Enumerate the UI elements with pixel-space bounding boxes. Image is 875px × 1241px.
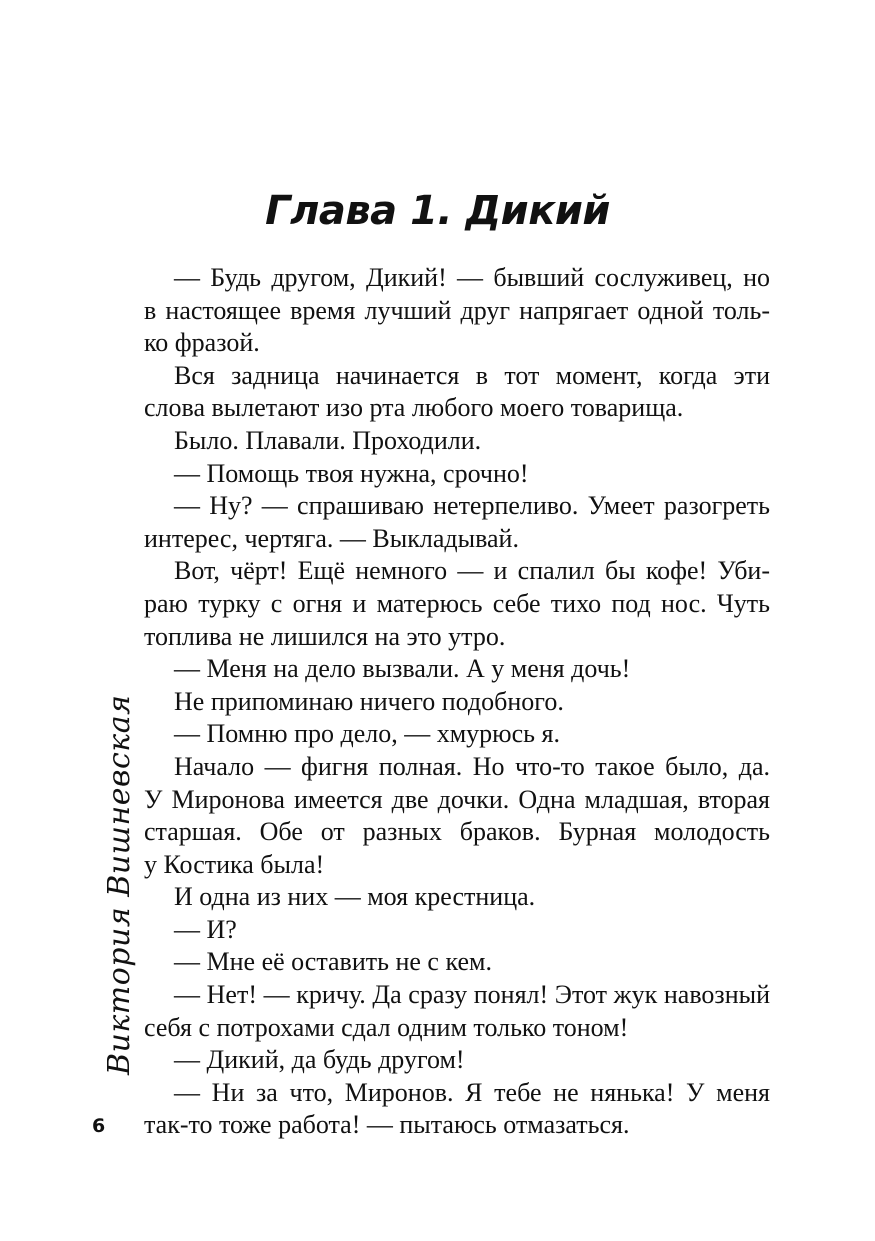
chapter-body (144, 262, 770, 1142)
page-number: 6 (92, 1115, 106, 1137)
author-name-vertical: Виктория Вишневская (102, 694, 137, 1075)
chapter-title: Глава 1. Дикий (265, 188, 610, 234)
text-line: Не припоминаю ничего подобного. (174, 686, 564, 716)
text-line: слова вылетают изо рта любого моего товарища. (144, 393, 684, 423)
text-line: — Помощь твоя нужна, срочно! (174, 458, 529, 488)
text-line: у Костика была! (144, 849, 325, 879)
text-line: — Дикий, да будь другом! (174, 1045, 465, 1075)
text-line: — Будь другом, Дикий! — бывший сослуживец, но (174, 263, 770, 292)
text-line: так-то тоже работа! — пытаюсь отмазаться. (144, 1110, 630, 1140)
text-line: — Помню про дело, — хмурюсь я. (174, 719, 560, 749)
text-line: Было. Плавали. Проходили. (174, 425, 482, 455)
text-line: — Мне её оставить не с кем. (174, 947, 492, 977)
text-line: раю турку с огня и матерюсь себе тихо под нос. Чуть (144, 588, 770, 618)
text-line: Начало — фигня полная. Но что-то такое было, да. (174, 751, 770, 781)
text-line: — И? (174, 914, 237, 944)
text-line: себя с потрохами сдал одним только тоном! (144, 1012, 629, 1042)
text-line: Вся задница начинается в тот момент, когда эти (174, 360, 770, 390)
text-line: топлива не лишился на это утро. (144, 621, 506, 651)
text-line: — Меня на дело вызвали. А у меня дочь! (174, 654, 631, 684)
text-line: старшая. Обе от разных браков. Бурная молодость (144, 817, 770, 847)
text-line: И одна из них — моя крестница. (174, 882, 536, 912)
text-line: — Ни за что, Миронов. Я тебе не нянька! У меня (174, 1077, 770, 1107)
text-line: Вот, чёрт! Ещё немного — и спалил бы кофе! Уби- (174, 556, 770, 586)
text-line: в настоящее время лучший друг напрягает одной толь- (144, 295, 770, 325)
text-line: ко фразой. (144, 328, 260, 358)
text-line: интерес, чертяга. — Выкладывай. (144, 523, 519, 553)
text-line: — Нет! — кричу. Да сразу понял! Этот жук навозный (174, 980, 770, 1010)
text-line: — Ну? — спрашиваю нетерпеливо. Умеет разогреть (174, 491, 770, 521)
text-line: У Миронова имеется две дочки. Одна младшая, вторая (144, 784, 770, 814)
